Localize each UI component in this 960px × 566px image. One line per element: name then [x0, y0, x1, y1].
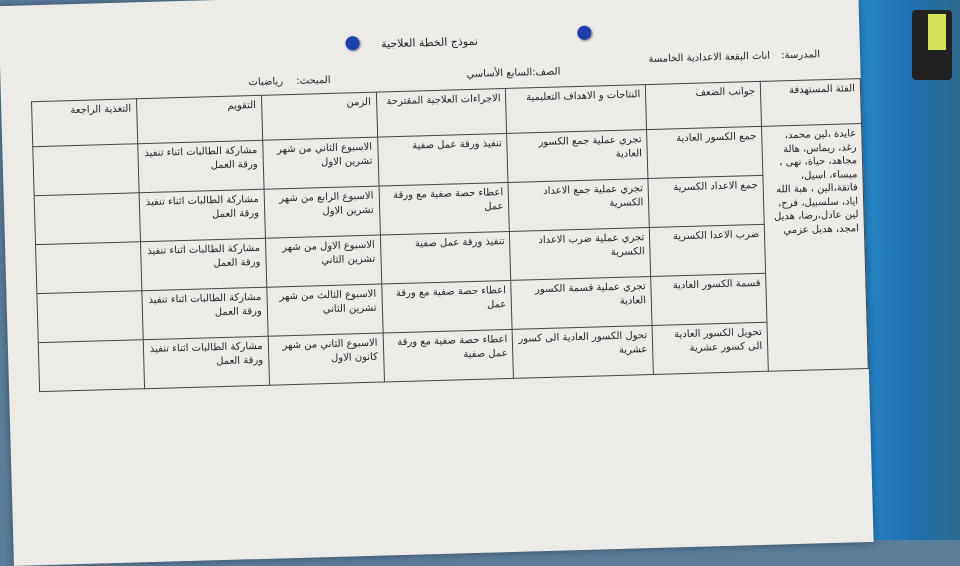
weakness-cell: جمع الاعداد الكسرية [648, 175, 764, 227]
objective-cell: تجري عملية جمع الاعداد الكسرية [508, 179, 649, 232]
binder-label [928, 14, 946, 50]
header-cell: الزمن [261, 92, 377, 140]
subject-label: المبحث: [296, 74, 331, 87]
weakness-cell: جمع الكسور العادية [647, 126, 763, 178]
subject-line [248, 75, 330, 88]
school-name: اناث البقعة الاعدادية الخامسة [648, 50, 771, 65]
header-cell: التقويم [136, 95, 262, 143]
header-cell: جوانب الضعف [646, 81, 762, 129]
time-cell: الاسبوع الرابع من شهر تشرين الاول [264, 186, 380, 238]
subject-value: رياضيات [248, 76, 284, 89]
header-cell: الاجراءات العلاجية المقترحة [376, 88, 507, 137]
weakness-cell: قسمة الكسور العادية [651, 273, 767, 325]
grade-line: الصف:السابع الأساسي [466, 66, 561, 81]
objective-cell: تجري عملية قسمة الكسور العادية [511, 277, 652, 330]
evaluation-cell: مشاركة الطالبات اثناء تنفيذ ورقة العمل [143, 336, 269, 388]
feedback-cell [37, 291, 143, 343]
feedback-cell [34, 193, 140, 245]
evaluation-cell: مشاركة الطالبات اثناء تنفيذ ورقة العمل [140, 238, 266, 290]
time-cell: الاسبوع الاول من شهر تشرين الثاني [265, 235, 381, 287]
document-title: نموذج الخطة العلاجية [380, 34, 479, 51]
objective-cell: تحول الكسور العادية الى كسور عشرية [513, 325, 654, 378]
weakness-cell: تحويل الكسور العادية الى كسور عشرية [652, 322, 768, 374]
objective-cell: تجري عملية جمع الكسور العادية [507, 130, 648, 183]
feedback-cell [38, 340, 144, 392]
feedback-cell [33, 144, 139, 196]
header-cell: الفئة المستهدفة [760, 79, 861, 127]
procedure-cell: اعطاء حصة صفية مع ورقة عمل صفية [383, 329, 514, 382]
evaluation-cell: مشاركة الطالبات اثناء تنفيذ ورقة العمل [139, 189, 265, 241]
procedure-cell: اعطاء حصة صفية مع ورقة عمل [379, 182, 510, 235]
feedback-cell [36, 242, 142, 294]
header-cell: النتاجات و الاهداف التعليمية [506, 85, 647, 134]
time-cell: الاسبوع الثالث من شهر تشرين الثاني [267, 284, 383, 336]
school-label: المدرسة: [781, 49, 821, 62]
remedial-plan-table [31, 78, 869, 392]
evaluation-cell: مشاركة الطالبات اثناء تنفيذ ورقة العمل [138, 140, 264, 192]
procedure-cell: تنفيذ ورقة عمل صفية [380, 231, 511, 284]
procedure-cell: تنفيذ ورقة عمل صفية [377, 133, 508, 186]
objective-cell: تجري عملية ضرب الاعداد الكسرية [510, 228, 651, 281]
target-group-cell: عايدة ،لين محمد، رغد، ريماس، هالة مجاهد، حياة، نهى ، ميساء، اسيل، فاتقة،الين ، هبة الله اياد، سلسبيل، فرح، لين عادل،رضا، هديل امجد، هديل عزمي [762, 124, 869, 372]
school-line [648, 49, 820, 65]
procedure-cell: اعطاء حصة صفية مع ورقة عمل [381, 280, 512, 333]
time-cell: الاسبوع الثاني من شهر كانون الاول [268, 333, 384, 385]
header-cell: التغذية الراجعة [32, 99, 138, 147]
evaluation-cell: مشاركة الطالبات اثناء تنفيذ ورقة العمل [142, 287, 268, 339]
time-cell: الاسبوع الثاني من شهر تشرين الاول [262, 137, 378, 189]
weakness-cell: ضرب الاعدا الكسرية [650, 224, 766, 276]
